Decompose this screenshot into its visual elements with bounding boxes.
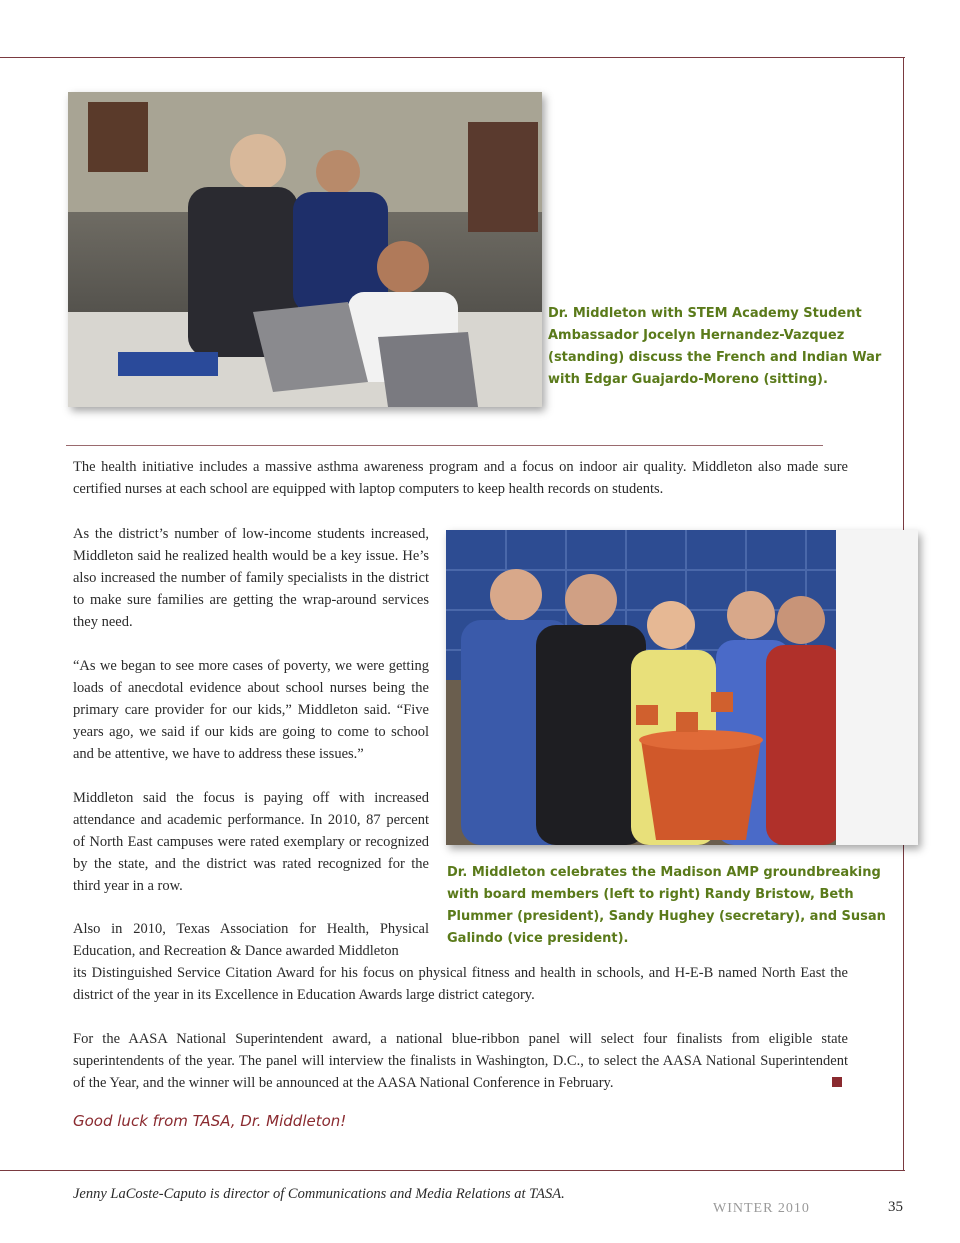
- section-divider: [66, 445, 823, 446]
- classroom-photo-illustration: [68, 92, 542, 407]
- groundbreaking-photo-illustration: [446, 530, 918, 845]
- paragraph-aasa-award: For the AASA National Superintendent award, a national blue-ribbon panel will select four finalists from eligible state superintendents of the year. The panel will interview the finalists in Washington, D.C., to select the AASA National Superintendent of the Year, and the winner will be announced at the AASA National Conference in February.: [73, 1031, 848, 1091]
- frame-top-rule: [0, 57, 905, 58]
- article-end-mark: [832, 1077, 842, 1087]
- photo-caption-stem-academy: Dr. Middleton with STEM Academy Student Ambassador Jocelyn Hernandez-Vazquez (standing) discuss the French and Indian War with Edgar Guajardo-Moreno (sitting).: [548, 306, 882, 387]
- author-byline: Jenny LaCoste-Caputo is director of Communications and Media Relations at TASA.: [73, 1186, 565, 1202]
- paragraph-poverty-quote: “As we began to see more cases of poverty, we were getting loads of anecdotal evidence about school nurses being the primary care provider for our kids,” Middleton said. “Five years ago, we said if our kids are going to come to school and be attentive, we have to address these issues.”: [73, 658, 429, 762]
- groundbreaking-photo: [446, 530, 918, 845]
- photo-caption-groundbreaking: Dr. Middleton celebrates the Madison AMP groundbreaking with board members (left to right) Randy Bristow, Beth Plummer (president), Sandy Hughey (secretary), and Susan Galindo (vice president).: [447, 865, 886, 946]
- paragraph-performance: Middleton said the focus is paying off with increased attendance and academic performance. In 2010, 87 percent of North East campuses were rated exemplary or recognized by the state, and the district was rated recognized for the third year in a row.: [73, 790, 429, 894]
- closing-message: Good luck from TASA, Dr. Middleton!: [73, 1112, 347, 1130]
- page-number: 35: [888, 1199, 903, 1215]
- issue-label: WINTER 2010: [713, 1201, 810, 1216]
- frame-bottom-rule: [0, 1170, 905, 1171]
- paragraph-award-end: its Distinguished Service Citation Award for his focus on physical fitness and health in schools, and H-E-B named North East the district of the year in its Excellence in Education Awards large district category.: [73, 965, 848, 1003]
- paragraph-health-initiative: The health initiative includes a massive asthma awareness program and a focus on indoor air quality. Middleton also made sure certified nurses at each school are equipped with laptop computers to keep health records on students.: [73, 459, 848, 497]
- paragraph-award-start: Also in 2010, Texas Association for Health, Physical Education, and Recreation & Dance awarded Middleton: [73, 921, 429, 959]
- paragraph-low-income: As the district’s number of low-income students increased, Middleton said he realized health would be a key issue. He’s also increased the number of family specialists in the district to make sure families are getting the wrap-around services they need.: [73, 526, 429, 630]
- classroom-photo: [68, 92, 542, 407]
